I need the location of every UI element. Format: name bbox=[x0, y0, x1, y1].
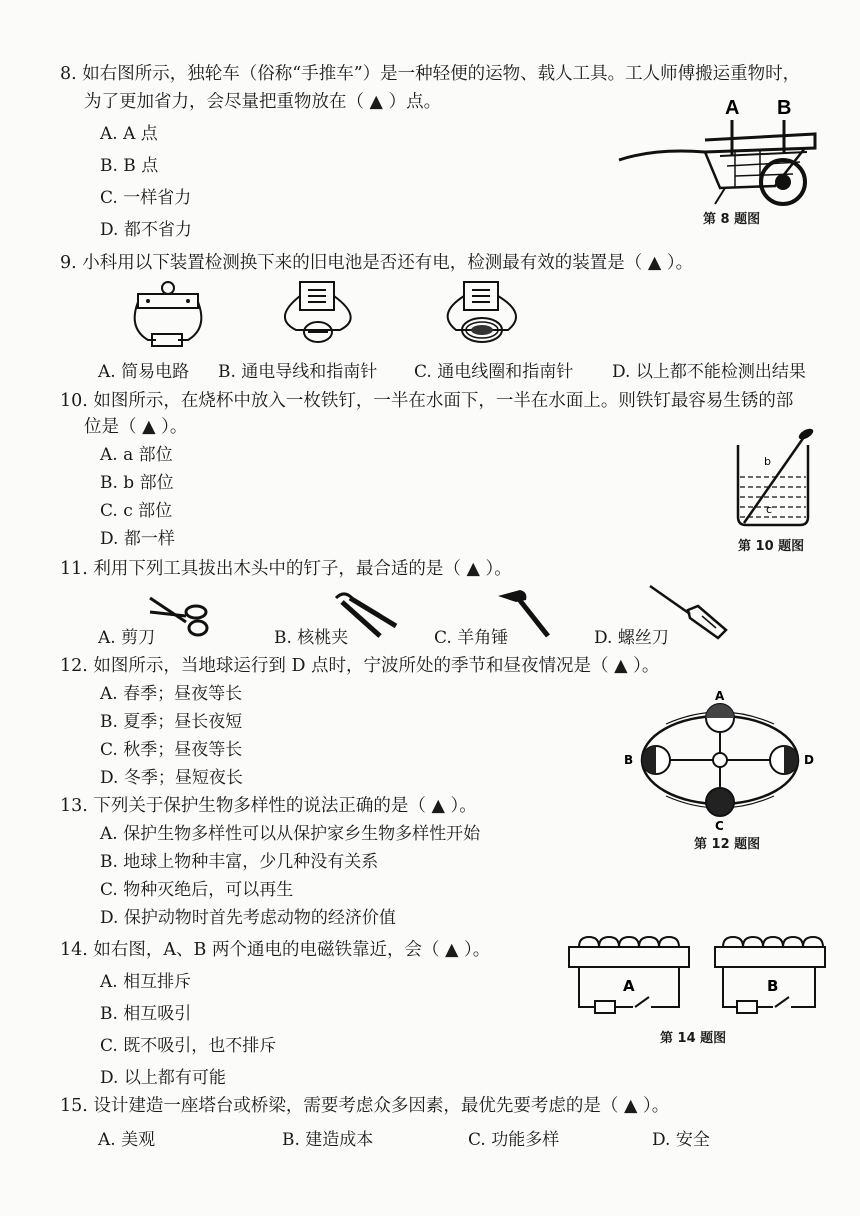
q9-option-d: D. 以上都不能检测出结果 bbox=[612, 362, 806, 382]
q15-stem: 15. 设计建造一座塔台或桥梁，需要考虑众多因素，最优先要考虑的是（ ▲ ）。 bbox=[60, 1096, 670, 1116]
coil-compass-figure bbox=[436, 278, 528, 354]
q11-stem: 11. 利用下列工具拔出木头中的钉子，最合适的是（ ▲ ）。 bbox=[60, 559, 512, 579]
fig12-label-b: B bbox=[624, 753, 634, 767]
q11-option-d: D. 螺丝刀 bbox=[594, 628, 669, 648]
earth-orbit-figure bbox=[618, 688, 823, 833]
q9-stem: 9. 小科用以下装置检测换下来的旧电池是否还有电，检测最有效的装置是（ ▲ ）。 bbox=[60, 253, 694, 273]
q13-option-d: D. 保护动物时首先考虑动物的经济价值 bbox=[100, 908, 396, 928]
q11-option-c: C. 羊角锤 bbox=[434, 628, 509, 648]
q14-figure-caption: 第 14 题图 bbox=[660, 1031, 727, 1046]
q8-stem-line1: 8. 如右图所示，独轮车（俗称“手推车”）是一种轻便的运物、载人工具。工人师傅搬运重物时， bbox=[60, 64, 801, 84]
q12-option-d: D. 冬季；昼短夜长 bbox=[100, 768, 243, 788]
q12-figure-caption: 第 12 题图 bbox=[694, 837, 761, 852]
electromagnets-figure bbox=[565, 935, 830, 1023]
fig12-label-d: D bbox=[804, 753, 814, 767]
q10-option-c: C. c 部位 bbox=[100, 501, 173, 521]
q11-options bbox=[98, 623, 669, 648]
q9-option-a: A. 简易电路 bbox=[98, 362, 190, 382]
q8-option-b: B. B 点 bbox=[100, 156, 159, 176]
q14-option-b: B. 相互吸引 bbox=[100, 1004, 192, 1024]
q12-option-c: C. 秋季；昼夜等长 bbox=[100, 740, 243, 760]
q10-option-d: D. 都一样 bbox=[100, 529, 175, 549]
fig8-label-b: B bbox=[777, 97, 792, 119]
q9-option-c: C. 通电线圈和指南针 bbox=[414, 362, 574, 382]
fig12-label-a: A bbox=[715, 689, 725, 703]
q11-option-b: B. 核桃夹 bbox=[274, 628, 349, 648]
q13-option-c: C. 物种灭绝后，可以再生 bbox=[100, 880, 294, 900]
fig8-label-a: A bbox=[725, 97, 740, 119]
fig12-label-c: C bbox=[715, 819, 724, 833]
q14-option-d: D. 以上都有可能 bbox=[100, 1068, 226, 1088]
q10-option-b: B. b 部位 bbox=[100, 473, 174, 493]
q14-stem: 14. 如右图，A、B 两个通电的电磁铁靠近，会（ ▲ ）。 bbox=[60, 940, 491, 960]
fig10-label-b: b bbox=[764, 455, 771, 468]
q8-option-a: A. A 点 bbox=[100, 124, 158, 144]
wheelbarrow-figure bbox=[615, 90, 825, 212]
q10-figure-caption: 第 10 题图 bbox=[738, 539, 805, 554]
q13-option-b: B. 地球上物种丰富，少几种没有关系 bbox=[100, 852, 379, 872]
q8-option-d: D. 都不省力 bbox=[100, 220, 192, 240]
q10-stem-line2: 位是（ ▲ ）。 bbox=[84, 417, 188, 437]
q12-option-a: A. 春季；昼夜等长 bbox=[100, 684, 243, 704]
simple-circuit-figure bbox=[128, 278, 208, 354]
q15-option-a: A. 美观 bbox=[98, 1130, 156, 1150]
q15-option-c: C. 功能多样 bbox=[468, 1130, 560, 1150]
q13-option-a: A. 保护生物多样性可以从保护家乡生物多样性开始 bbox=[100, 824, 481, 844]
q12-stem: 12. 如图所示，当地球运行到 D 点时，宁波所处的季节和昼夜情况是（ ▲ ）。 bbox=[60, 656, 660, 676]
q14-option-c: C. 既不吸引，也不排斥 bbox=[100, 1036, 277, 1056]
q15-option-b: B. 建造成本 bbox=[282, 1130, 374, 1150]
q10-stem-line1: 10. 如图所示，在烧杯中放入一枚铁钉，一半在水面下，一半在水面上。则铁钉最容易生锈的部 bbox=[60, 391, 794, 411]
q9-option-b: B. 通电导线和指南针 bbox=[218, 362, 378, 382]
q12-option-b: B. 夏季；昼长夜短 bbox=[100, 712, 243, 732]
fig14-label-a: A bbox=[623, 977, 635, 995]
q11-option-a: A. 剪刀 bbox=[98, 628, 156, 648]
q15-option-d: D. 安全 bbox=[652, 1130, 710, 1150]
fig10-label-c: c bbox=[766, 503, 773, 516]
q8-stem-line2: 为了更加省力，会尽量把重物放在（ ▲ ）点。 bbox=[84, 92, 442, 112]
q8-option-c: C. 一样省力 bbox=[100, 188, 192, 208]
q15-options bbox=[98, 1125, 710, 1150]
q13-stem: 13. 下列关于保护生物多样性的说法正确的是（ ▲ ）。 bbox=[60, 796, 477, 816]
fig14-label-b: B bbox=[767, 977, 779, 995]
q9-options bbox=[98, 357, 806, 382]
q10-option-a: A. a 部位 bbox=[100, 445, 173, 465]
q8-figure-caption: 第 8 题图 bbox=[703, 212, 761, 227]
wire-compass-figure bbox=[272, 278, 364, 354]
beaker-nail-figure bbox=[730, 425, 820, 530]
q14-option-a: A. 相互排斥 bbox=[100, 972, 192, 992]
